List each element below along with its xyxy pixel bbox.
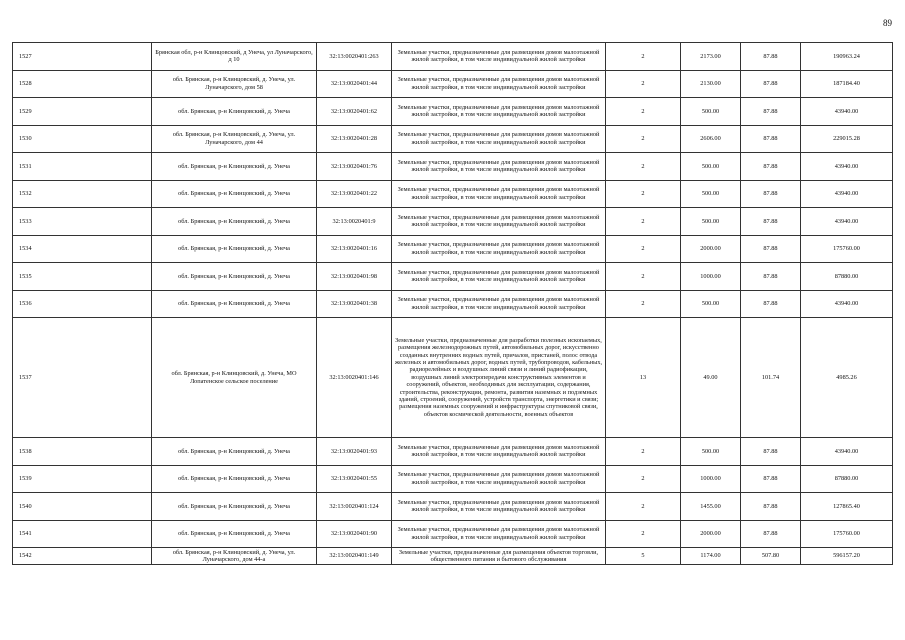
row-cadastral-value: 190963.24	[801, 43, 893, 71]
table-row	[13, 438, 893, 466]
row-cadastral-value: 43940.00	[801, 438, 893, 466]
table-row	[13, 153, 893, 181]
table-row	[13, 318, 893, 438]
row-specific-value: 87.88	[741, 263, 801, 291]
row-use-group: 13	[606, 318, 681, 438]
table-body	[13, 43, 893, 565]
row-cadastral-number: 32:13:0020401:124	[317, 493, 392, 521]
row-permitted-use: Земельные участки, предназначенные для размещения домов малоэтажной жилой застройки, в том числе индивидуальной жилой застройки	[392, 290, 606, 318]
row-area: 1174.00	[681, 548, 741, 565]
row-specific-value: 507.80	[741, 548, 801, 565]
row-number: 1540	[13, 493, 152, 521]
table-row	[13, 208, 893, 236]
row-cadastral-number: 32:13:0020401:28	[317, 125, 392, 153]
row-specific-value: 87.88	[741, 180, 801, 208]
row-address: обл. Брянская, р-н Клинцовский, д. Унеча	[152, 263, 317, 291]
row-cadastral-value: 43940.00	[801, 290, 893, 318]
row-specific-value: 87.88	[741, 208, 801, 236]
row-number: 1528	[13, 70, 152, 98]
row-address: обл. Брянская, р-н Клинцовский, д. Унеча, ул. Луначарского, дом 44-а	[152, 548, 317, 565]
row-use-group: 2	[606, 263, 681, 291]
row-specific-value: 87.88	[741, 125, 801, 153]
row-cadastral-value: 87880.00	[801, 263, 893, 291]
row-number: 1533	[13, 208, 152, 236]
row-specific-value: 87.88	[741, 70, 801, 98]
row-cadastral-number: 32:13:0020401:62	[317, 98, 392, 126]
row-cadastral-number: 32:13:0020401:44	[317, 70, 392, 98]
row-use-group: 5	[606, 548, 681, 565]
row-specific-value: 87.88	[741, 43, 801, 71]
row-permitted-use: Земельные участки, предназначенные для размещения домов малоэтажной жилой застройки, в том числе индивидуальной жилой застройки	[392, 263, 606, 291]
row-use-group: 2	[606, 493, 681, 521]
row-specific-value: 87.88	[741, 465, 801, 493]
table-row	[13, 263, 893, 291]
row-cadastral-number: 32:13:0020401:9	[317, 208, 392, 236]
land-parcel-table	[12, 42, 893, 565]
row-permitted-use: Земельные участки, предназначенные для размещения домов малоэтажной жилой застройки, в том числе индивидуальной жилой застройки	[392, 70, 606, 98]
table-row	[13, 70, 893, 98]
row-specific-value: 87.88	[741, 290, 801, 318]
row-number: 1532	[13, 180, 152, 208]
row-permitted-use: Земельные участки, предназначенные для размещения домов малоэтажной жилой застройки, в том числе индивидуальной жилой застройки	[392, 465, 606, 493]
row-permitted-use: Земельные участки, предназначенные для разработки полезных ископаемых, размещения железнодорожных путей, автомобильных дорог, искусственно созданных внутренних водных путей, причалов, пристаней, полос отвода железных и автомобильных дорог, водных путей, трубопроводов, кабельных, радиорелейных и воздушных линий связи и линий радиофикации, воздушных линий электропередачи конструктивных элементов и сооружений, объектов, необходимых для эксплуатации, содержания, строительства, реконструкции, ремонта, развития наземных и подземных зданий, строений, сооружений, устройств транспорта, энергетики и связи; размещения наземных сооружений и инфраструктуры спутниковой связи, объектов космической деятельности, военных объектов	[392, 318, 606, 438]
row-specific-value: 87.88	[741, 98, 801, 126]
row-area: 1000.00	[681, 263, 741, 291]
row-permitted-use: Земельные участки, предназначенные для размещения объектов торговли, общественного питания и бытового обслуживания	[392, 548, 606, 565]
row-address: обл. Брянская, р-н Клинцовский, д. Унеча	[152, 520, 317, 548]
row-cadastral-value: 43940.00	[801, 98, 893, 126]
row-cadastral-number: 32:13:0020401:93	[317, 438, 392, 466]
row-address: обл. Брянская, р-н Клинцовский, д. Унеча	[152, 153, 317, 181]
page-number: 89	[883, 18, 892, 28]
row-use-group: 2	[606, 43, 681, 71]
row-specific-value: 87.88	[741, 438, 801, 466]
row-permitted-use: Земельные участки, предназначенные для размещения домов малоэтажной жилой застройки, в том числе индивидуальной жилой застройки	[392, 235, 606, 263]
row-number: 1536	[13, 290, 152, 318]
row-permitted-use: Земельные участки, предназначенные для размещения домов малоэтажной жилой застройки, в том числе индивидуальной жилой застройки	[392, 493, 606, 521]
row-cadastral-value: 127865.40	[801, 493, 893, 521]
row-cadastral-value: 87880.00	[801, 465, 893, 493]
row-area: 2130.00	[681, 70, 741, 98]
row-cadastral-value: 175760.00	[801, 235, 893, 263]
table-row	[13, 43, 893, 71]
row-cadastral-value: 229015.28	[801, 125, 893, 153]
row-cadastral-number: 32:13:0020401:98	[317, 263, 392, 291]
table-row	[13, 520, 893, 548]
row-address: обл. Брянская, р-н Клинцовский, д. Унеча, ул. Луначарского, дом 44	[152, 125, 317, 153]
row-cadastral-number: 32:13:0020401:22	[317, 180, 392, 208]
row-address: обл. Брянская, р-н Клинцовский, д. Унеча	[152, 208, 317, 236]
row-address: Брянская обл, р-н Клинцовский, д Унеча, ул Луначарского, д 10	[152, 43, 317, 71]
row-area: 500.00	[681, 438, 741, 466]
row-number: 1541	[13, 520, 152, 548]
row-specific-value: 87.88	[741, 153, 801, 181]
row-cadastral-value: 175760.00	[801, 520, 893, 548]
row-use-group: 2	[606, 438, 681, 466]
row-area: 500.00	[681, 180, 741, 208]
row-permitted-use: Земельные участки, предназначенные для размещения домов малоэтажной жилой застройки, в том числе индивидуальной жилой застройки	[392, 180, 606, 208]
row-area: 2000.00	[681, 235, 741, 263]
row-address: обл. Брянская, р-н Клинцовский, д. Унеча	[152, 290, 317, 318]
table-row	[13, 98, 893, 126]
row-address: обл. Брянская, р-н Клинцовский, д. Унеча	[152, 235, 317, 263]
table-row	[13, 465, 893, 493]
row-permitted-use: Земельные участки, предназначенные для размещения домов малоэтажной жилой застройки, в том числе индивидуальной жилой застройки	[392, 153, 606, 181]
row-area: 500.00	[681, 290, 741, 318]
row-number: 1527	[13, 43, 152, 71]
row-number: 1537	[13, 318, 152, 438]
row-use-group: 2	[606, 153, 681, 181]
row-number: 1535	[13, 263, 152, 291]
row-area: 500.00	[681, 153, 741, 181]
row-use-group: 2	[606, 465, 681, 493]
table-row	[13, 180, 893, 208]
row-use-group: 2	[606, 208, 681, 236]
row-specific-value: 87.88	[741, 520, 801, 548]
row-cadastral-value: 43940.00	[801, 208, 893, 236]
row-cadastral-value: 43940.00	[801, 180, 893, 208]
row-use-group: 2	[606, 180, 681, 208]
row-cadastral-number: 32:13:0020401:146	[317, 318, 392, 438]
table-row	[13, 125, 893, 153]
table-row	[13, 235, 893, 263]
row-cadastral-value: 596157.20	[801, 548, 893, 565]
row-use-group: 2	[606, 290, 681, 318]
row-number: 1542	[13, 548, 152, 565]
row-permitted-use: Земельные участки, предназначенные для размещения домов малоэтажной жилой застройки, в том числе индивидуальной жилой застройки	[392, 98, 606, 126]
row-address: обл. Брянская, р-н Клинцовский, д. Унеча	[152, 493, 317, 521]
row-area: 1455.00	[681, 493, 741, 521]
row-address: обл. Брянская, р-н Клинцовский, д. Унеча	[152, 98, 317, 126]
row-cadastral-number: 32:13:0020401:90	[317, 520, 392, 548]
row-cadastral-number: 32:13:0020401:55	[317, 465, 392, 493]
row-cadastral-value: 43940.00	[801, 153, 893, 181]
row-use-group: 2	[606, 125, 681, 153]
row-cadastral-number: 32:13:0020401:76	[317, 153, 392, 181]
row-permitted-use: Земельные участки, предназначенные для размещения домов малоэтажной жилой застройки, в том числе индивидуальной жилой застройки	[392, 520, 606, 548]
row-permitted-use: Земельные участки, предназначенные для размещения домов малоэтажной жилой застройки, в том числе индивидуальной жилой застройки	[392, 438, 606, 466]
row-area: 500.00	[681, 98, 741, 126]
table-row	[13, 493, 893, 521]
row-use-group: 2	[606, 520, 681, 548]
row-permitted-use: Земельные участки, предназначенные для размещения домов малоэтажной жилой застройки, в том числе индивидуальной жилой застройки	[392, 125, 606, 153]
row-area: 49.00	[681, 318, 741, 438]
row-cadastral-number: 32:13:0020401:38	[317, 290, 392, 318]
row-number: 1539	[13, 465, 152, 493]
row-cadastral-number: 32:13:0020401:263	[317, 43, 392, 71]
row-area: 2173.00	[681, 43, 741, 71]
row-specific-value: 87.88	[741, 493, 801, 521]
row-cadastral-value: 4985.26	[801, 318, 893, 438]
row-permitted-use: Земельные участки, предназначенные для размещения домов малоэтажной жилой застройки, в том числе индивидуальной жилой застройки	[392, 208, 606, 236]
row-specific-value: 101.74	[741, 318, 801, 438]
row-specific-value: 87.88	[741, 235, 801, 263]
table-row	[13, 290, 893, 318]
row-use-group: 2	[606, 98, 681, 126]
row-cadastral-value: 187184.40	[801, 70, 893, 98]
row-address: обл. Брянская, р-н Клинцовский, д. Унеча	[152, 438, 317, 466]
row-number: 1530	[13, 125, 152, 153]
row-permitted-use: Земельные участки, предназначенные для размещения домов малоэтажной жилой застройки, в том числе индивидуальной жилой застройки	[392, 43, 606, 71]
row-use-group: 2	[606, 70, 681, 98]
row-number: 1538	[13, 438, 152, 466]
row-cadastral-number: 32:13:0020401:16	[317, 235, 392, 263]
row-area: 500.00	[681, 208, 741, 236]
row-address: обл. Брянская, р-н Клинцовский, д. Унеча	[152, 465, 317, 493]
row-area: 2606.00	[681, 125, 741, 153]
row-number: 1534	[13, 235, 152, 263]
row-number: 1531	[13, 153, 152, 181]
row-address: обл. Брянская, р-н Клинцовский, д. Унеча, МО Лопатенское сельское поселение	[152, 318, 317, 438]
row-area: 2000.00	[681, 520, 741, 548]
row-area: 1000.00	[681, 465, 741, 493]
row-cadastral-number: 32:13:0020401:149	[317, 548, 392, 565]
table-row	[13, 548, 893, 565]
row-address: обл. Брянская, р-н Клинцовский, д. Унеча, ул. Луначарского, дом 58	[152, 70, 317, 98]
row-address: обл. Брянская, р-н Клинцовский, д. Унеча	[152, 180, 317, 208]
row-use-group: 2	[606, 235, 681, 263]
row-number: 1529	[13, 98, 152, 126]
